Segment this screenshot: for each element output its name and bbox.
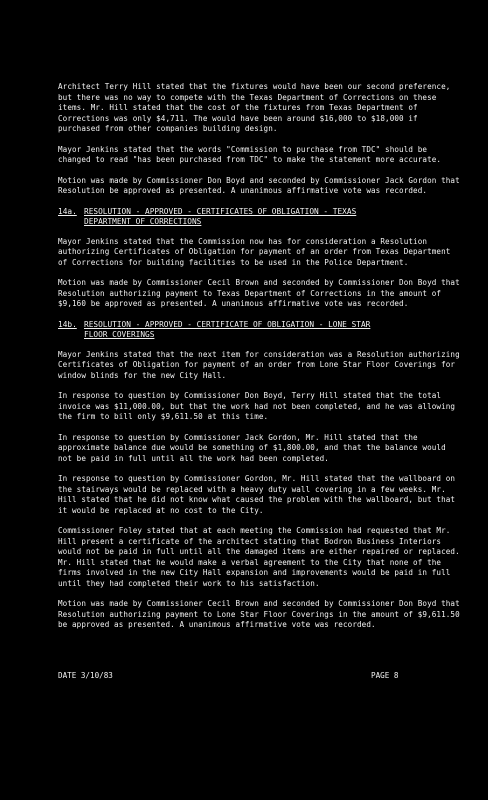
section-14b-title-line2: FLOOR COVERINGS <box>84 329 155 339</box>
section-14b-number: 14b. <box>58 319 77 329</box>
section-14a-heading <box>58 207 462 227</box>
paragraph-architect-fixtures: Architect Terry Hill stated that the fixtures would have been our second preference, but there was no way to compete with the Texas Department of Corrections on these items. Mr. Hill stated that the cost of the fixtures from Texas Department of Corrections was only $4,711. The would have been around $16,000 to $18,000 if purchased from other companies building design. <box>58 82 451 133</box>
paragraph-14b-motion: Motion was made by Commissioner Cecil Brown and seconded by Commissioner Don Boyd that Resolution authorizing payment to Lone Star Floor Coverings in the amount of $9,611.50 be approved as presented. A unanimous affirmative vote was recorded. <box>58 599 460 629</box>
footer-page-number: PAGE 8 <box>371 671 399 680</box>
document-page <box>58 82 462 641</box>
paragraph-motion-resolution: Motion was made by Commissioner Don Boyd and seconded by Commissioner Jack Gordon that Resolution be approved as presented. A unanimous affirmative vote was recorded. <box>58 175 460 195</box>
paragraph-14a-motion: Motion was made by Commissioner Cecil Brown and seconded by Commissioner Don Boyd that Resolution authorizing payment to Texas Department of Corrections in the amount of $9,160 be approved as presented. A unanimous affirmative vote was recorded. <box>58 278 460 308</box>
paragraph-14b-invoice: In response to question by Commissioner Don Boyd, Terry Hill stated that the total invoice was $11,000.00, but that the work had not been completed, and he was allowing the firm to bill only $9,611.50 at this time. <box>58 391 456 421</box>
section-14a-number: 14a. <box>58 206 77 216</box>
section-14a-title-line1: RESOLUTION - APPROVED - CERTIFICATES OF OBLIGATION - TEXAS <box>84 206 357 216</box>
paragraph-mayor-wording: Mayor Jenkins stated that the words "Commission to purchase from TDC" should be changed to read "has been purchased from TDC" to make the statement more accurate. <box>58 144 442 164</box>
paragraph-14a-mayor: Mayor Jenkins stated that the Commission now has for consideration a Resolution authorizing Certificates of Obligation for payment of an order from Texas Department of Corrections for building facilities to be used in the Police Department. <box>58 236 451 267</box>
section-14b-heading <box>58 320 462 340</box>
paragraph-14b-mayor: Mayor Jenkins stated that the next item for consideration was a Resolution authorizing Certificates of Obligation for payment of an order from Lone Star Floor Coverings for window blinds for the new City Hall. <box>58 349 460 380</box>
paragraph-14b-wallboard: In response to question by Commissioner Gordon, Mr. Hill stated that the wallboard on the stairways would be replaced with a heavy duty wall covering in a few weeks. Mr. Hill stated that he did not know what caused the problem with the wallboard, but that it would be replaced at no cost to the City. <box>58 474 456 515</box>
footer-date: DATE 3/10/83 <box>58 671 113 680</box>
section-14b-title-line1: RESOLUTION - APPROVED - CERTIFICATE OF OBLIGATION - LONE STAR <box>84 319 371 329</box>
paragraph-14b-certificate: Commissioner Foley stated that at each meeting the Commission had requested that Mr. Hill present a certificate of the architect stating that Bodron Business Interiors would not be paid in full until all the damaged items are either repaired or replaced. Mr. Hill stated that he would make a verbal agreement to the City that none of the firms involved in the new City Hall expansion and improvements would be paid in full until they had completed their work to his satisfaction. <box>58 526 460 588</box>
section-14a-title-line2: DEPARTMENT OF CORRECTIONS <box>84 216 202 226</box>
paragraph-14b-balance: In response to question by Commissioner Jack Gordon, Mr. Hill stated that the approximate balance due would be something of $1,800.00, and that the balance would not be paid in full until all the work had been completed. <box>58 432 446 463</box>
